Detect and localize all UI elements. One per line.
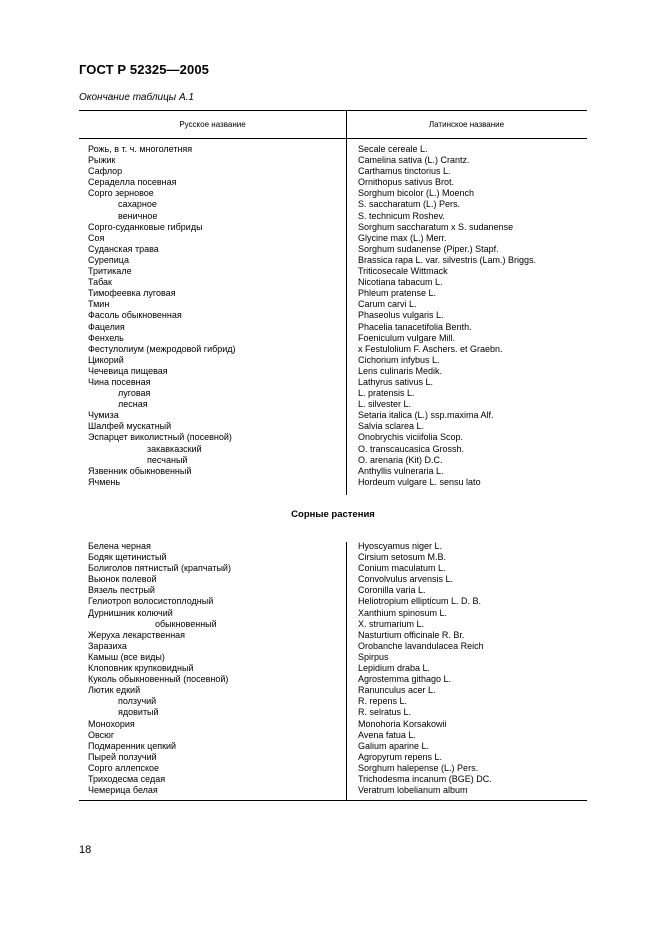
table-caption: Окончание таблицы А.1 — [79, 92, 194, 103]
latin-name: Camelina sativa (L.) Crantz. — [358, 155, 470, 166]
latin-name: Trichodesma incanum (BGE) DC. — [358, 773, 492, 784]
russian-name: Фацелия — [88, 321, 125, 332]
table-row — [79, 466, 587, 477]
russian-name: Сорго аллепское — [88, 762, 160, 773]
russian-name: Пырей ползучий — [88, 751, 157, 762]
russian-name: песчаный — [147, 454, 188, 465]
table-row — [79, 763, 587, 774]
russian-name: Тимофеевка луговая — [88, 288, 176, 299]
latin-name: Agropyrum repens L. — [358, 751, 443, 762]
latin-name: Lathyrus sativus L. — [358, 376, 434, 387]
russian-name: сахарное — [118, 199, 157, 210]
russian-name: Жеруха лекарственная — [88, 629, 186, 640]
column-header-russian: Русское название — [179, 120, 246, 129]
latin-name: Triticosecale Wittmack — [358, 266, 448, 277]
table-row — [79, 432, 587, 443]
latin-name: Convolvulus arvensis L. — [358, 574, 454, 585]
latin-name: Ranunculus acer L. — [358, 685, 436, 696]
latin-name: Ornithopus sativus Brot. — [358, 177, 455, 188]
table-row — [79, 377, 587, 388]
russian-name: Суданская трава — [88, 243, 159, 254]
russian-name: Чумиза — [88, 410, 119, 421]
table-row — [79, 211, 587, 222]
latin-name: Foeniculum vulgare Mill. — [358, 332, 456, 343]
latin-name: Glycine max (L.) Merr. — [358, 232, 447, 243]
table-row — [79, 155, 587, 166]
latin-name: Secale cereale L. — [358, 144, 428, 154]
latin-name: Carum carvi L. — [358, 299, 417, 310]
table-row — [79, 477, 587, 488]
table-row — [79, 421, 587, 432]
latin-name: Heliotropium ellipticum L. D. B. — [358, 596, 482, 607]
latin-name: S. saccharatum (L.) Pers. — [358, 199, 461, 210]
russian-name: Сорго зерновое — [88, 188, 154, 199]
table-row — [79, 188, 587, 199]
table-row — [79, 707, 587, 718]
latin-name: Phaseolus vulgaris L. — [358, 310, 444, 321]
russian-name: Фасоль обыкновенная — [88, 310, 182, 321]
latin-name: R. repens L. — [358, 696, 408, 707]
russian-name: Камыш (все виды) — [88, 651, 165, 662]
page-number: 18 — [79, 844, 92, 856]
table-row — [79, 563, 587, 574]
russian-name: Эспарцет виколистный (посевной) — [88, 432, 232, 443]
russian-name: Сорго-суданковые гибриды — [88, 221, 203, 232]
russian-name: Цикорий — [88, 354, 124, 365]
table-row — [79, 719, 587, 730]
table-row — [79, 455, 587, 466]
russian-name: Чечевица пищевая — [88, 365, 168, 376]
latin-name: Coronilla varia L. — [358, 585, 426, 596]
table-row — [79, 244, 587, 255]
table-row — [79, 399, 587, 410]
table-row — [79, 552, 587, 563]
table-row — [79, 585, 587, 596]
table-row — [79, 663, 587, 674]
latin-name: Conium maculatum L. — [358, 563, 446, 574]
latin-name: Spirpus — [358, 651, 389, 662]
latin-name: Orobanche lavandulacea Reich — [358, 640, 484, 651]
latin-name: Carthamus tinctorius L. — [358, 166, 451, 177]
latin-name: Avena fatua L. — [358, 729, 416, 740]
russian-name: Бодяк щетинистый — [88, 552, 167, 563]
table-row — [79, 277, 587, 288]
russian-name: Куколь обыкновенный (посевной) — [88, 674, 229, 685]
table-row — [79, 322, 587, 333]
latin-name: S. technicum Roshev. — [358, 210, 445, 221]
latin-name: X. strumarium L. — [358, 618, 425, 629]
latin-name: Hordeum vulgare L. sensu lato — [358, 476, 481, 487]
document-code: ГОСТ Р 52325—2005 — [79, 62, 209, 77]
russian-name: Фестулолиум (межродовой гибрид) — [88, 343, 236, 354]
table-row — [79, 444, 587, 455]
latin-name: Brassica rapa L. var. silvestris (Lam.) Briggs. — [358, 254, 537, 265]
russian-name: Табак — [88, 277, 112, 288]
russian-name: Язвенник обыкновенный — [88, 465, 192, 476]
latin-name: Phacelia tanacetifolia Benth. — [358, 321, 472, 332]
russian-name: лесная — [118, 399, 148, 410]
russian-name: Тмин — [88, 299, 110, 310]
table-row — [79, 144, 587, 155]
table-row — [79, 266, 587, 277]
russian-name: Чемерица белая — [88, 785, 158, 796]
latin-name: Hyoscyamus niger L. — [358, 541, 443, 551]
table-row — [79, 785, 587, 796]
russian-name: Тритикале — [88, 266, 132, 277]
russian-name: Клоповник крупковидный — [88, 663, 194, 674]
latin-name: Nicotiana tabacum L. — [358, 277, 443, 288]
latin-name: Cirsium setosum M.B. — [358, 552, 447, 563]
russian-name: луговая — [118, 388, 151, 399]
latin-name: Phleum pratense L. — [358, 288, 437, 299]
latin-name: Xanthium spinosum L. — [358, 607, 448, 618]
table-row — [79, 233, 587, 244]
latin-name: Lepidium draba L. — [358, 663, 431, 674]
russian-name: Дурнишник колючий — [88, 607, 173, 618]
section-title: Сорные растения — [291, 509, 375, 520]
latin-name: Galium aparine L. — [358, 740, 430, 751]
russian-name: ползучий — [118, 696, 157, 707]
weed-rows — [79, 541, 587, 796]
russian-name: Болиголов пятнистый (крапчатый) — [88, 563, 231, 574]
table-row — [79, 410, 587, 421]
latin-name: Sorghum saccharatum x S. sudanense — [358, 221, 514, 232]
table-row — [79, 574, 587, 585]
latin-name: Cichorium infybus L. — [358, 354, 440, 365]
latin-name: L. silvester L. — [358, 399, 412, 410]
table-row — [79, 177, 587, 188]
russian-name: Рыжик — [88, 155, 116, 166]
russian-name: Монохория — [88, 718, 135, 729]
latin-name: Sorghum bicolor (L.) Moench — [358, 188, 475, 199]
russian-name: ядовитый — [118, 707, 159, 718]
table-row — [79, 344, 587, 355]
russian-name: Овсюг — [88, 729, 115, 740]
table-row — [79, 541, 587, 552]
russian-name: Рожь, в т. ч. многолетняя — [88, 144, 193, 154]
russian-name: Фенхель — [88, 332, 124, 343]
species-table — [79, 110, 587, 801]
latin-name: O. arenaria (Kit) D.C. — [358, 454, 443, 465]
russian-name: Соя — [88, 232, 105, 243]
table-row — [79, 641, 587, 652]
russian-name: Шалфей мускатный — [88, 421, 172, 432]
latin-name: Salvia sclarea L. — [358, 421, 425, 432]
table-row — [79, 199, 587, 210]
table-row — [79, 222, 587, 233]
crop-rows — [79, 144, 587, 488]
table-row — [79, 752, 587, 763]
latin-name: Setaria italica (L.) ssp.maxima Alf. — [358, 410, 494, 421]
table-row — [79, 608, 587, 619]
table-row — [79, 630, 587, 641]
table-row — [79, 366, 587, 377]
table-row — [79, 685, 587, 696]
latin-name: Onobrychis viciifolia Scop. — [358, 432, 464, 443]
table-row — [79, 774, 587, 785]
table-row — [79, 596, 587, 607]
table-row — [79, 310, 587, 321]
table-row — [79, 333, 587, 344]
latin-name: Nasturtium officinale R. Br. — [358, 629, 465, 640]
russian-name: Вязель пестрый — [88, 585, 155, 596]
table-row — [79, 741, 587, 752]
latin-name: L. pratensis L. — [358, 388, 415, 399]
russian-name: Сурепица — [88, 254, 129, 265]
latin-name: Sorghum sudanense (Piper.) Stapf. — [358, 243, 499, 254]
table-row — [79, 674, 587, 685]
latin-name: O. transcaucasica Grossh. — [358, 443, 465, 454]
table-row — [79, 355, 587, 366]
russian-name: Вьюнок полевой — [88, 574, 157, 585]
latin-name: Agrostemma githago L. — [358, 674, 452, 685]
table-row — [79, 619, 587, 630]
russian-name: закавказский — [147, 443, 202, 454]
russian-name: Лютик едкий — [88, 685, 141, 696]
latin-name: Monohoria Korsakowii — [358, 718, 447, 729]
column-header-latin: Латинское название — [428, 120, 505, 129]
latin-name: Anthyllis vulneraria L. — [358, 465, 444, 476]
russian-name: веничное — [118, 210, 158, 221]
russian-name: Гелиотроп волосистоплодный — [88, 596, 214, 607]
latin-name: Veratrum lobelianum album — [358, 785, 468, 796]
table-row — [79, 299, 587, 310]
russian-name: Подмаренник цепкий — [88, 740, 177, 751]
latin-name: x Festulolium F. Aschers. et Graebn. — [358, 343, 503, 354]
latin-name: R. selratus L. — [358, 707, 412, 718]
russian-name: Триходесма седая — [88, 773, 166, 784]
russian-name: Чина посевная — [88, 376, 151, 387]
table-row — [79, 730, 587, 741]
table-row — [79, 166, 587, 177]
table-row — [79, 652, 587, 663]
russian-name: Ячмень — [88, 476, 121, 487]
russian-name: Заразиха — [88, 640, 127, 651]
table-row — [79, 388, 587, 399]
table-row — [79, 255, 587, 266]
latin-name: Lens culinaris Medik. — [358, 365, 443, 376]
table-row — [79, 696, 587, 707]
russian-name: обыкновенный — [155, 618, 217, 629]
russian-name: Белена черная — [88, 541, 151, 551]
table-header — [79, 111, 587, 139]
russian-name: Сафлор — [88, 166, 123, 177]
latin-name: Sorghum halepense (L.) Pers. — [358, 762, 479, 773]
russian-name: Сераделла посевная — [88, 177, 177, 188]
table-row — [79, 288, 587, 299]
